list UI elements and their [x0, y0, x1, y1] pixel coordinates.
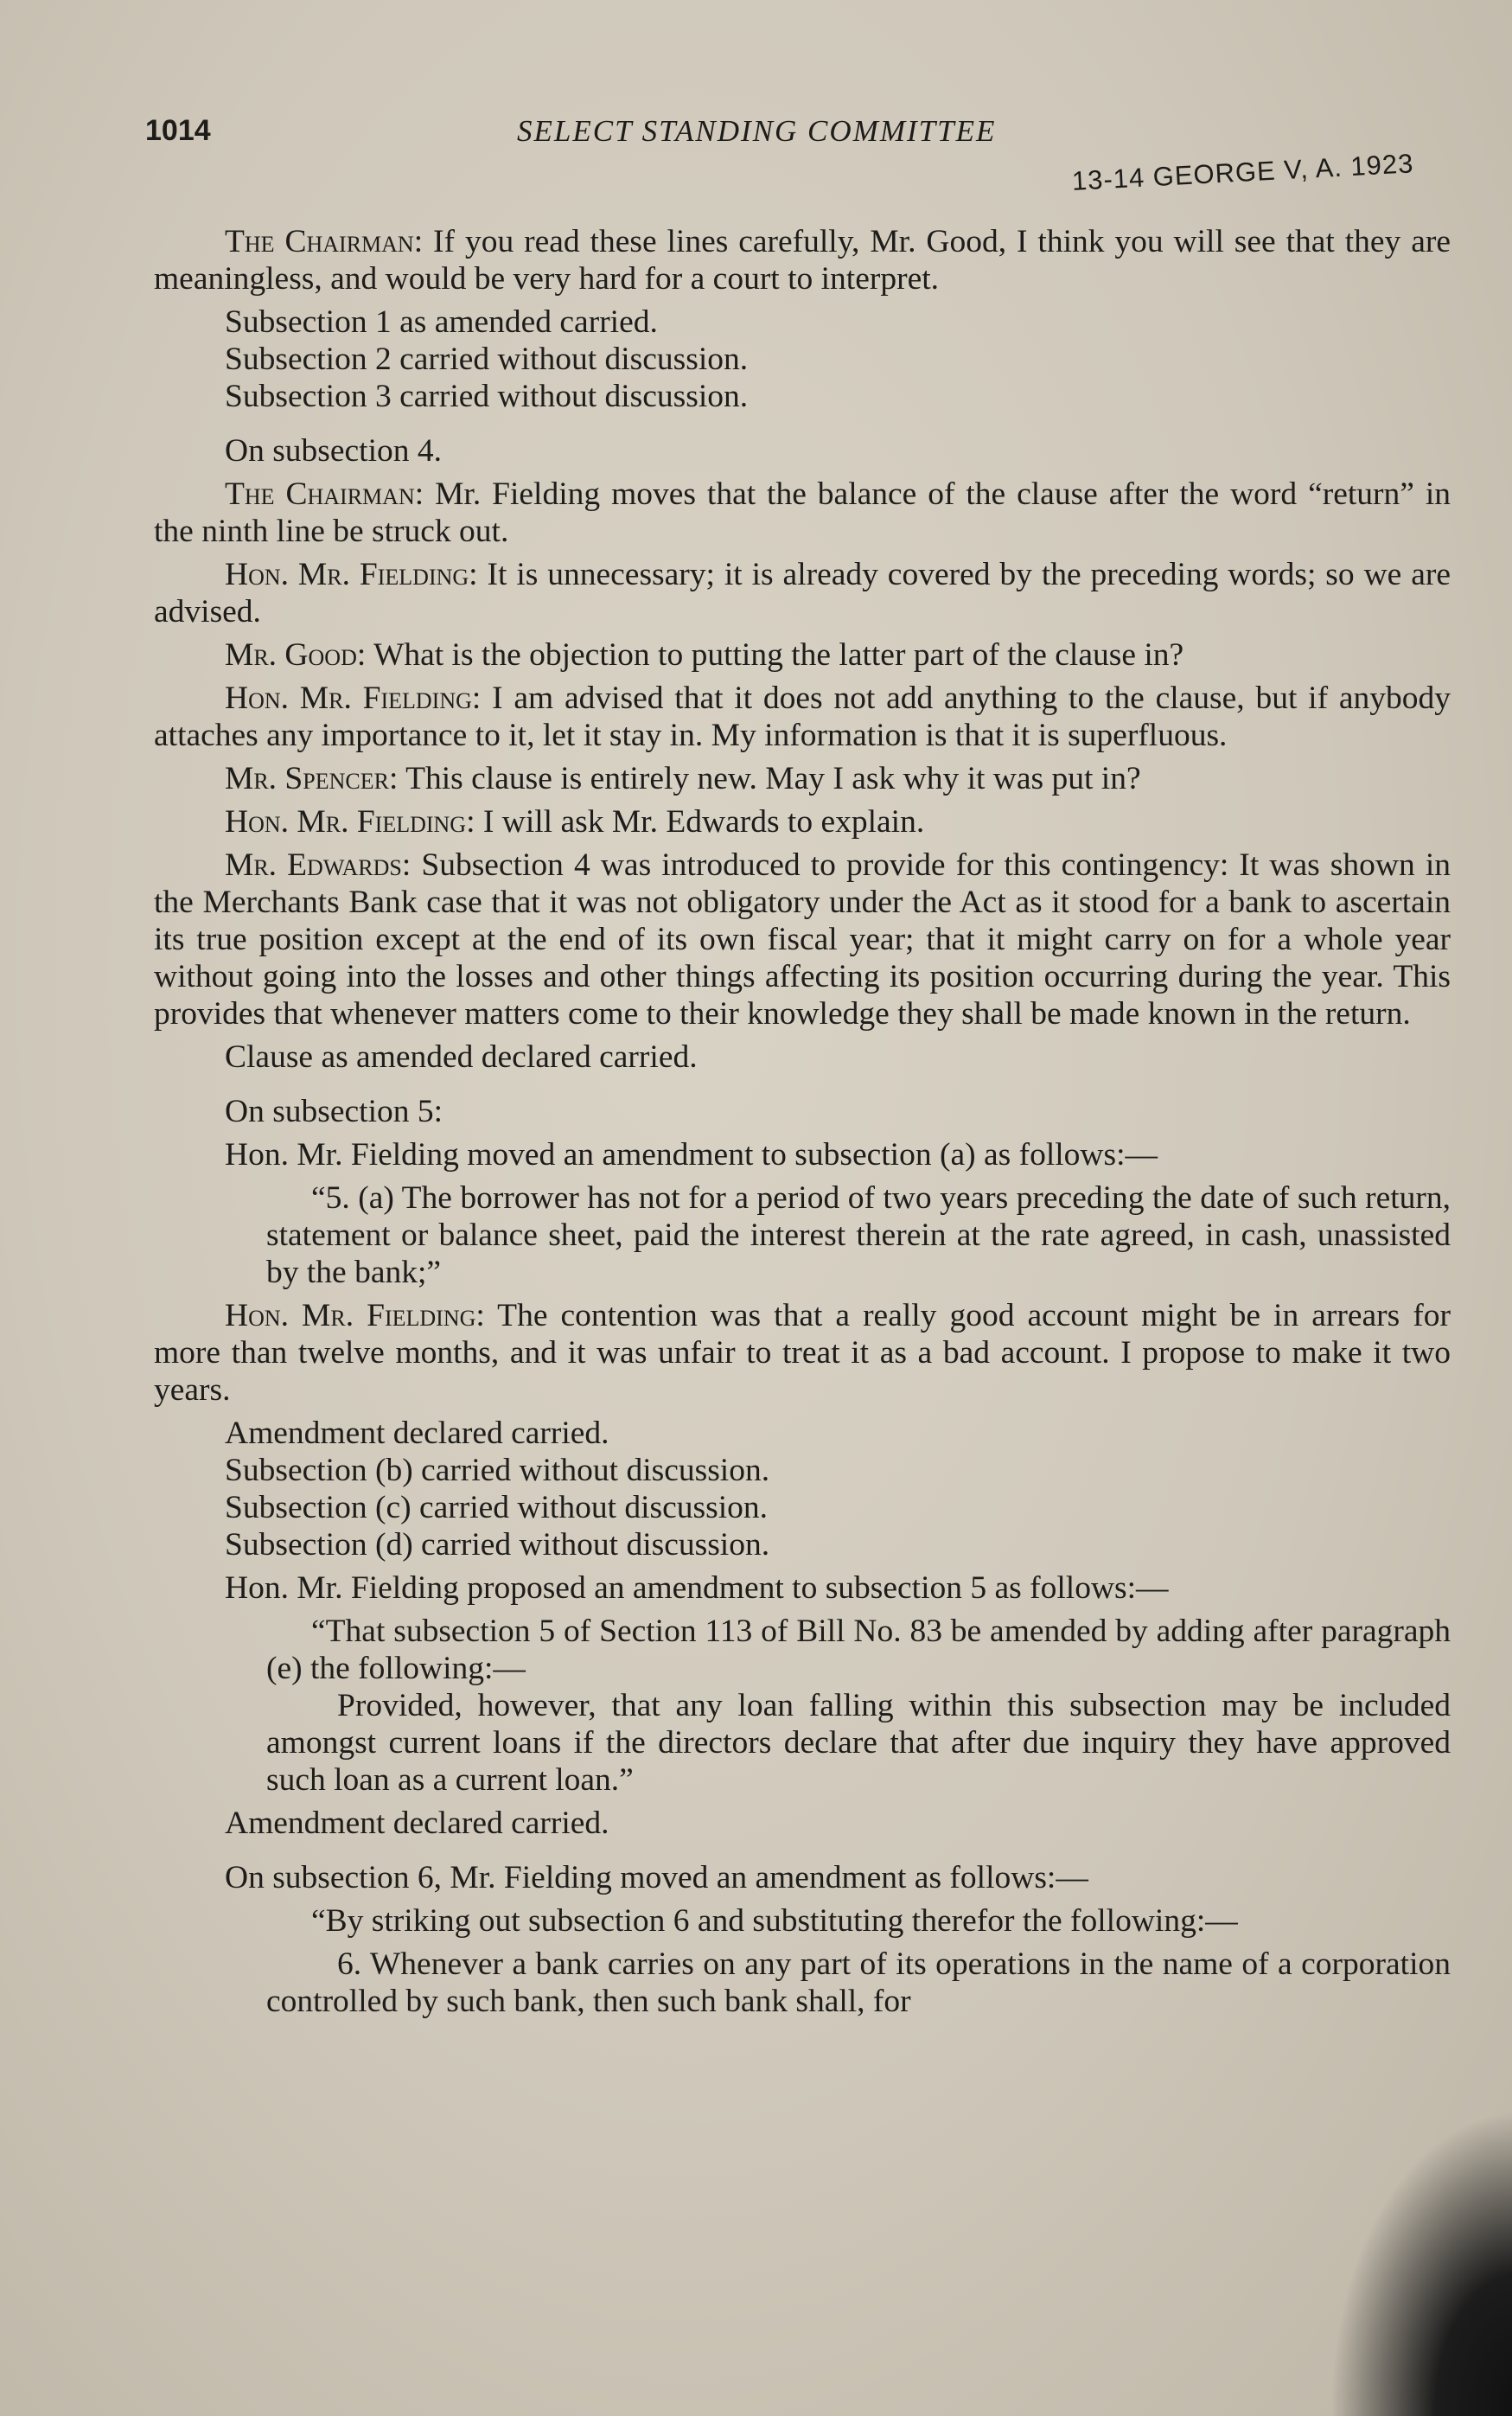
paragraph: Subsection (d) carried without discussion.	[225, 1527, 770, 1563]
quoted-amendment: “5. (a) The borrower has not for a period of two years preceding the date of such return, statement or balance sheet, paid the interest therein at the rate agreed, in cash, unassisted by the bank;”	[266, 1180, 1451, 1290]
paragraph: Mr. Spencer: This clause is entirely new. May I ask why it was put in?	[225, 761, 1141, 796]
speaker: Mr. Good:	[225, 637, 367, 673]
paragraph: Subsection 3 carried without discussion.	[225, 379, 749, 414]
paragraph: Amendment declared carried.	[225, 1416, 609, 1451]
transcript-body	[154, 223, 1451, 2026]
paragraph: Mr. Good: What is the objection to putting the latter part of the clause in?	[225, 637, 1184, 673]
paragraph: Subsection (b) carried without discussion.	[225, 1453, 770, 1488]
paragraph: Subsection 2 carried without discussion.	[225, 342, 749, 377]
running-title: SELECT STANDING COMMITTEE	[517, 114, 997, 148]
paragraph: The Chairman: If you read these lines carefully, Mr. Good, I think you will see that they are meaningless, and would be very hard for a court to interpret.	[154, 224, 1451, 297]
speaker: Hon. Mr. Fielding:	[225, 681, 482, 716]
quoted-subsection: 6. Whenever a bank carries on any part of its operations in the name of a corporation controlled by such bank, then such bank shall, for	[266, 1946, 1451, 2019]
speaker: Hon. Mr. Fielding:	[225, 557, 478, 592]
speaker: The Chairman:	[225, 224, 424, 259]
paragraph: Hon. Mr. Fielding: I am advised that it does not add anything to the clause, but if anybody attaches any importance to it, let it stay in. My information is that it is superfluous.	[154, 681, 1451, 753]
paragraph: Amendment declared carried.	[225, 1806, 609, 1841]
speaker: Hon. Mr. Fielding:	[225, 1298, 485, 1333]
quoted-proviso: Provided, however, that any loan falling within this subsection may be included amongst current loans if the directors declare that after due inquiry they have approved such loan as a current loan.”	[266, 1688, 1451, 1798]
page-header	[145, 114, 1373, 166]
paragraph: On subsection 5:	[225, 1094, 443, 1129]
page-number: 1014	[145, 114, 211, 147]
paragraph: On subsection 4.	[225, 433, 443, 469]
paragraph: Hon. Mr. Fielding: I will ask Mr. Edwards to explain.	[225, 804, 925, 840]
paragraph: The Chairman: Mr. Fielding moves that the balance of the clause after the word “return” in the ninth line be struck out.	[154, 476, 1451, 549]
paragraph: Hon. Mr. Fielding proposed an amendment to subsection 5 as follows:—	[225, 1570, 1169, 1606]
quoted-amendment: “By striking out subsection 6 and substituting therefor the following:—	[311, 1903, 1238, 1939]
session-reference: 13-14 GEORGE V, A. 1923	[1071, 148, 1415, 196]
paragraph: Clause as amended declared carried.	[225, 1039, 698, 1075]
paragraph: Hon. Mr. Fielding: The contention was that a really good account might be in arrears for more than twelve months, and it was unfair to treat it as a bad account. I propose to make it two years.	[154, 1298, 1451, 1408]
speaker: Mr. Edwards:	[225, 847, 411, 883]
paragraph: Hon. Mr. Fielding: It is unnecessary; it is already covered by the preceding words; so we are advised.	[154, 557, 1451, 630]
paragraph: On subsection 6, Mr. Fielding moved an amendment as follows:—	[225, 1860, 1088, 1895]
quoted-amendment: “That subsection 5 of Section 113 of Bill No. 83 be amended by adding after paragraph (e) the following:—	[266, 1614, 1451, 1686]
speaker: The Chairman:	[225, 476, 424, 512]
paragraph: Mr. Edwards: Subsection 4 was introduced to provide for this contingency: It was shown in the Merchants Bank case that it was not obligatory under the Act as it stood for a bank to ascertain its true position except at the end of its own fiscal year; that it might carry on for a whole year without going into the losses and other things affecting its position occurring during the year. This provides that whenever matters come to their knowledge they shall be made known in the return.	[154, 847, 1451, 1032]
paragraph: Hon. Mr. Fielding moved an amendment to subsection (a) as follows:—	[225, 1137, 1158, 1173]
speaker: Mr. Spencer:	[225, 761, 399, 796]
speaker: Hon. Mr. Fielding:	[225, 804, 475, 840]
paragraph: Subsection 1 as amended carried.	[225, 304, 658, 340]
page-edge-shadow	[1305, 2070, 1512, 2416]
paragraph: Subsection (c) carried without discussion.	[225, 1490, 768, 1525]
